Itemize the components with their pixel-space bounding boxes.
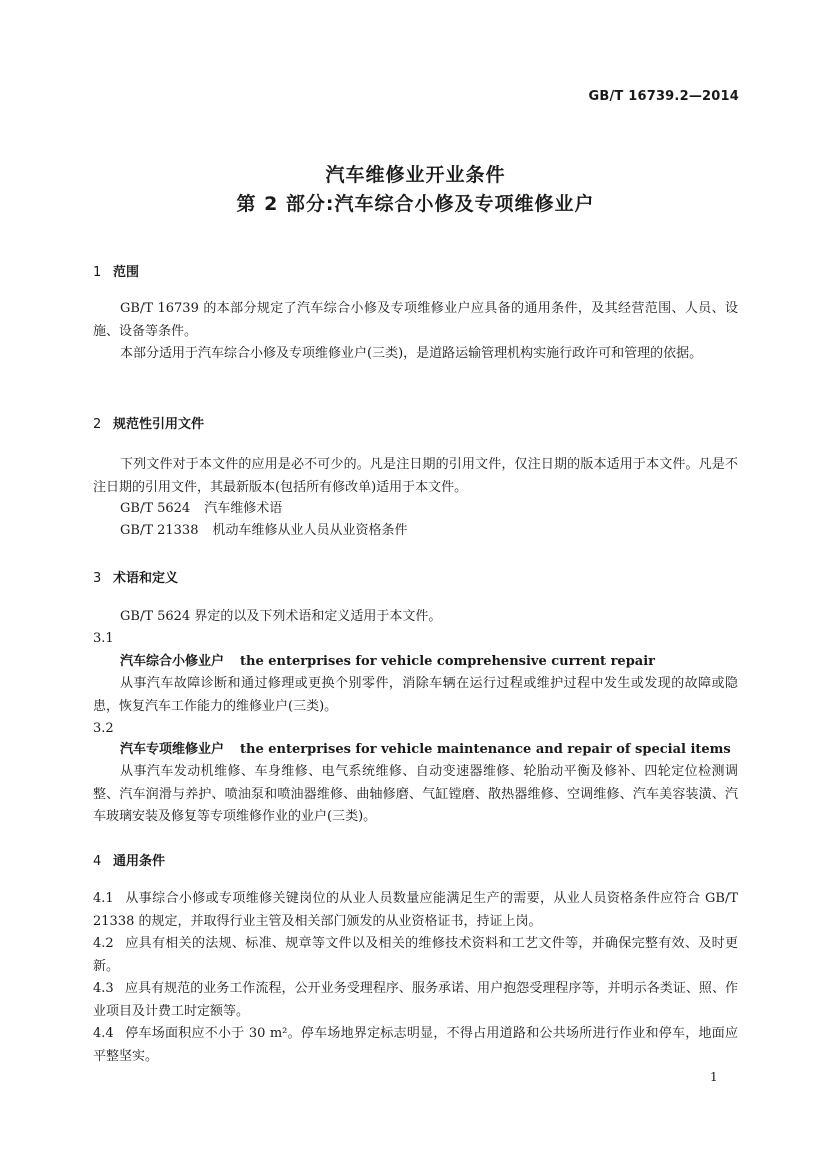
section-number: 3	[93, 571, 102, 586]
clause-text: 应具有相关的法规、标准、规章等文件以及相关的维修技术资料和工艺文件等，并确保完整有效、及时更新。	[93, 936, 738, 974]
clause-number: 4.2	[93, 936, 114, 951]
clause-number: 4.1	[93, 891, 114, 906]
term-english: the enterprises for vehicle maintenance and repair of special items	[240, 742, 731, 757]
section-number: 4	[93, 854, 102, 869]
term-entry	[93, 651, 765, 674]
paragraph: GB/T 5624 界定的以及下列术语和定义适用于本文件。	[120, 609, 442, 624]
reference-name: 机动车维修从业人员从业资格条件	[212, 523, 408, 538]
document-subtitle: 第 2 部分:汽车综合小修及专项维修业户	[236, 193, 595, 215]
section-number: 1	[93, 265, 102, 280]
reference-code: GB/T 5624	[120, 501, 191, 516]
clause	[93, 888, 738, 933]
page-number: 1	[710, 1070, 718, 1084]
section-title: 术语和定义	[113, 571, 179, 586]
clause	[93, 933, 738, 978]
section-heading-general-conditions	[93, 850, 165, 869]
clause-text: 应具有规范的业务工作流程，公开业务受理程序、服务承诺、用户抱怨受理程序等，并明示各类证、照、作业项目及计费工时定额等。	[93, 981, 738, 1019]
section-title: 通用条件	[113, 854, 166, 869]
standard-code: GB/T 16739.2—2014	[588, 89, 739, 104]
document-title: 汽车维修业开业条件	[325, 164, 506, 186]
clause-number: 4.4	[93, 1026, 114, 1041]
section-heading-scope	[93, 261, 139, 280]
reference-code: GB/T 21338	[120, 523, 199, 538]
paragraph: GB/T 16739 的本部分规定了汽车综合小修及专项维修业户应具备的通用条件，及其经营范围、人员、设施、设备等条件。	[93, 301, 738, 339]
term-number: 3.1	[93, 631, 114, 646]
term-chinese: 汽车专项维修业户	[120, 742, 225, 757]
term-english: the enterprises for vehicle comprehensive current repair	[240, 654, 656, 669]
section-heading-normative-references	[93, 413, 204, 432]
term-number: 3.2	[93, 721, 114, 736]
section-heading-terms-definitions	[93, 567, 178, 586]
clause-text: 停车场面积应不小于 30 m²。停车场地界定标志明显，不得占用道路和公共场所进行作业和停车，地面应平整坚实。	[93, 1026, 738, 1064]
term-entry	[93, 739, 765, 762]
term-chinese: 汽车综合小修业户	[120, 654, 225, 669]
reference-item	[93, 520, 765, 543]
term-definition: 从事汽车故障诊断和通过修理或更换个别零件，消除车辆在运行过程或维护过程中发生或发现的故障或隐患，恢复汽车工作能力的维修业户(三类)。	[93, 676, 738, 714]
paragraph: 本部分适用于汽车综合小修及专项维修业户(三类)，是道路运输管理机构实施行政许可和管理的依据。	[120, 346, 703, 361]
section-number: 2	[93, 417, 102, 432]
term-definition: 从事汽车发动机维修、车身维修、电气系统维修、自动变速器维修、轮胎动平衡及修补、四轮定位检测调整、汽车润滑与养护、喷油泵和喷油器维修、曲轴修磨、气缸镗磨、散热器维修、空调维修、汽车美容装潢、汽车玻璃安装及修复等专项维修作业的业户(三类)。	[93, 764, 738, 824]
reference-item	[93, 498, 765, 521]
clause-number: 4.3	[93, 981, 114, 996]
section-title: 规范性引用文件	[113, 417, 205, 432]
clause	[93, 978, 738, 1023]
section-title: 范围	[113, 265, 140, 280]
clause-text: 从事综合小修或专项维修关键岗位的从业人员数量应能满足生产的需要，从业人员资格条件应符合 GB/T 21338 的规定，并取得行业主管及相关部门颁发的从业资格证书，持证上岗。	[93, 891, 738, 929]
paragraph: 下列文件对于本文件的应用是必不可少的。凡是注日期的引用文件，仅注日期的版本适用于本文件。凡是不注日期的引用文件，其最新版本(包括所有修改单)适用于本文件。	[93, 457, 738, 495]
clause	[93, 1023, 738, 1068]
reference-name: 汽车维修术语	[204, 501, 283, 516]
